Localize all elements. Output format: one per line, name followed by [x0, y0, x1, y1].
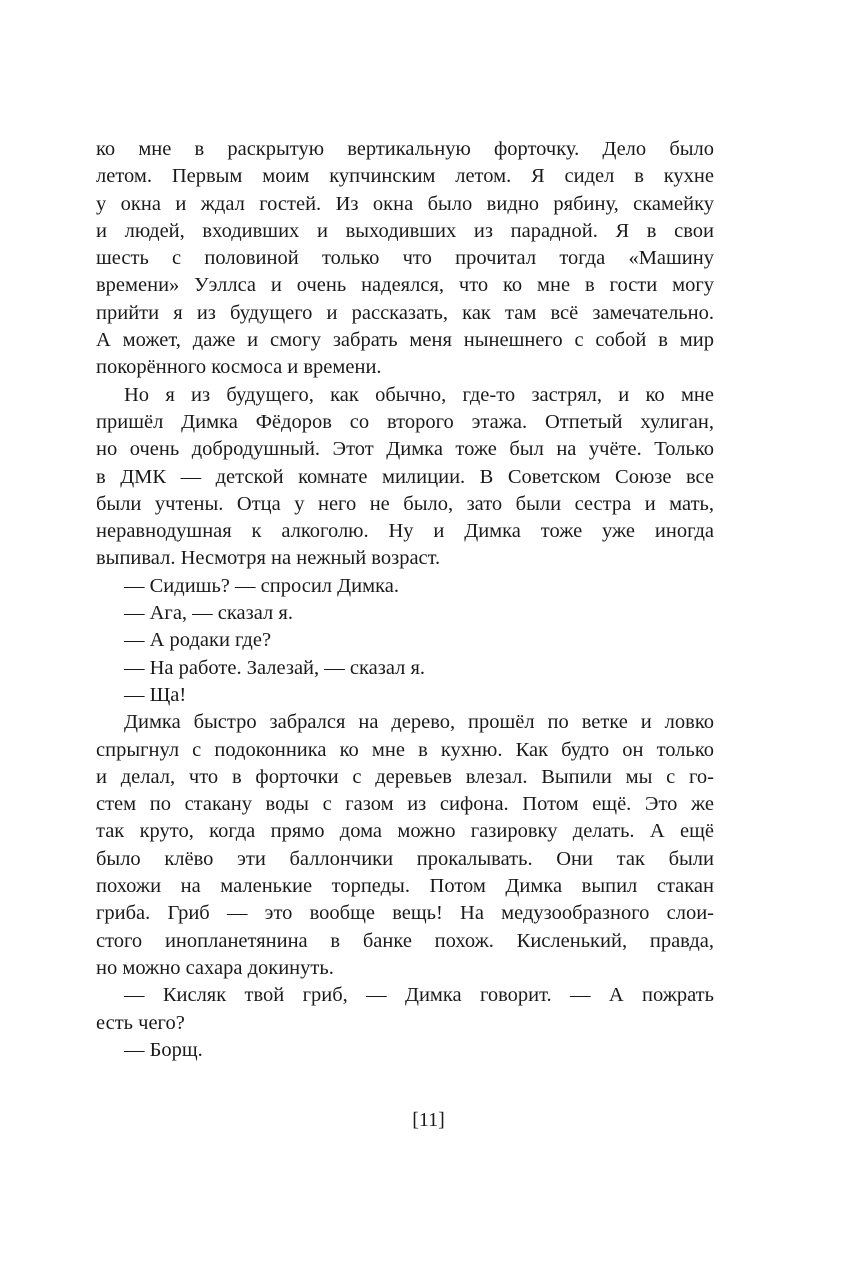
text-line: стого инопланетянина в банке похож. Кисленький, правда, — [96, 929, 714, 952]
text-line: Димка быстро забрался на дерево, прошёл по ветке и ловко — [124, 711, 714, 734]
text-line: стем по стакану воды с газом из сифона. Потом ещё. Это же — [96, 793, 714, 816]
text-line: времени» Уэллса и очень надеялся, что ко мне в гости могу — [96, 274, 714, 297]
text-line: Но я из будущего, как обычно, где-то застрял, и ко мне — [124, 383, 714, 406]
text-line: неравнодушная к алкоголю. Ну и Димка тоже уже иногда — [96, 520, 714, 543]
text-line: гриба. Гриб — это вообще вещь! На медузообразного слои- — [96, 902, 714, 925]
text-line: так круто, когда прямо дома можно газировку делать. А ещё — [96, 820, 714, 843]
text-line: выпивал. Несмотря на нежный возраст. — [96, 547, 441, 570]
text-line: спрыгнул с подоконника ко мне в кухню. Как будто он только — [96, 738, 714, 761]
dialogue-line: — А родаки где? — [124, 629, 272, 652]
text-line: пришёл Димка Фёдоров со второго этажа. Отпетый хулиган, — [96, 410, 714, 433]
text-line: покорённого космоса и времени. — [96, 356, 382, 379]
dialogue-line: — Борщ. — [124, 1038, 203, 1061]
page-body-text — [96, 136, 714, 1064]
dialogue-line: — Сидишь? — спросил Димка. — [124, 574, 399, 597]
text-line: А может, даже и смогу забрать меня нынешнего с собой в мир — [96, 329, 714, 352]
text-line: ко мне в раскрытую вертикальную форточку. Дело было — [96, 138, 714, 160]
text-line: было клёво эти баллончики прокалывать. Они так были — [96, 847, 714, 870]
dialogue-line: — Ага, — сказал я. — [124, 602, 293, 625]
text-line: летом. Первым моим купчинским летом. Я сидел в кухне — [96, 165, 714, 188]
text-line: шесть с половиной только что прочитал тогда «Машину — [96, 247, 714, 270]
text-line: но очень добродушный. Этот Димка тоже был на учёте. Только — [96, 438, 714, 461]
text-line: похожи на маленькие торпеды. Потом Димка выпил стакан — [96, 875, 714, 898]
text-line: в ДМК — детской комнате милиции. В Советском Союзе все — [96, 465, 714, 488]
page-number: [11] — [412, 1109, 445, 1131]
text-line: есть чего? — [96, 1011, 185, 1034]
dialogue-line: — На работе. Залезай, — сказал я. — [124, 656, 426, 679]
dialogue-line: — Кисляк твой гриб, — Димка говорит. — А пожрать — [124, 984, 714, 1007]
text-line: у окна и ждал гостей. Из окна было видно рябину, скамейку — [96, 192, 714, 215]
text-line: и делал, что в форточки с деревьев влезал. Выпили мы с го- — [96, 765, 714, 788]
text-line: и людей, входивших и выходивших из парадной. Я в свои — [96, 219, 714, 242]
dialogue-line: — Ща! — [124, 683, 187, 706]
text-line: были учтены. Отца у него не было, зато были сестра и мать, — [96, 492, 714, 515]
text-line: прийти я из будущего и рассказать, как там всё замечательно. — [96, 301, 714, 324]
text-line: но можно сахара докинуть. — [96, 956, 334, 979]
